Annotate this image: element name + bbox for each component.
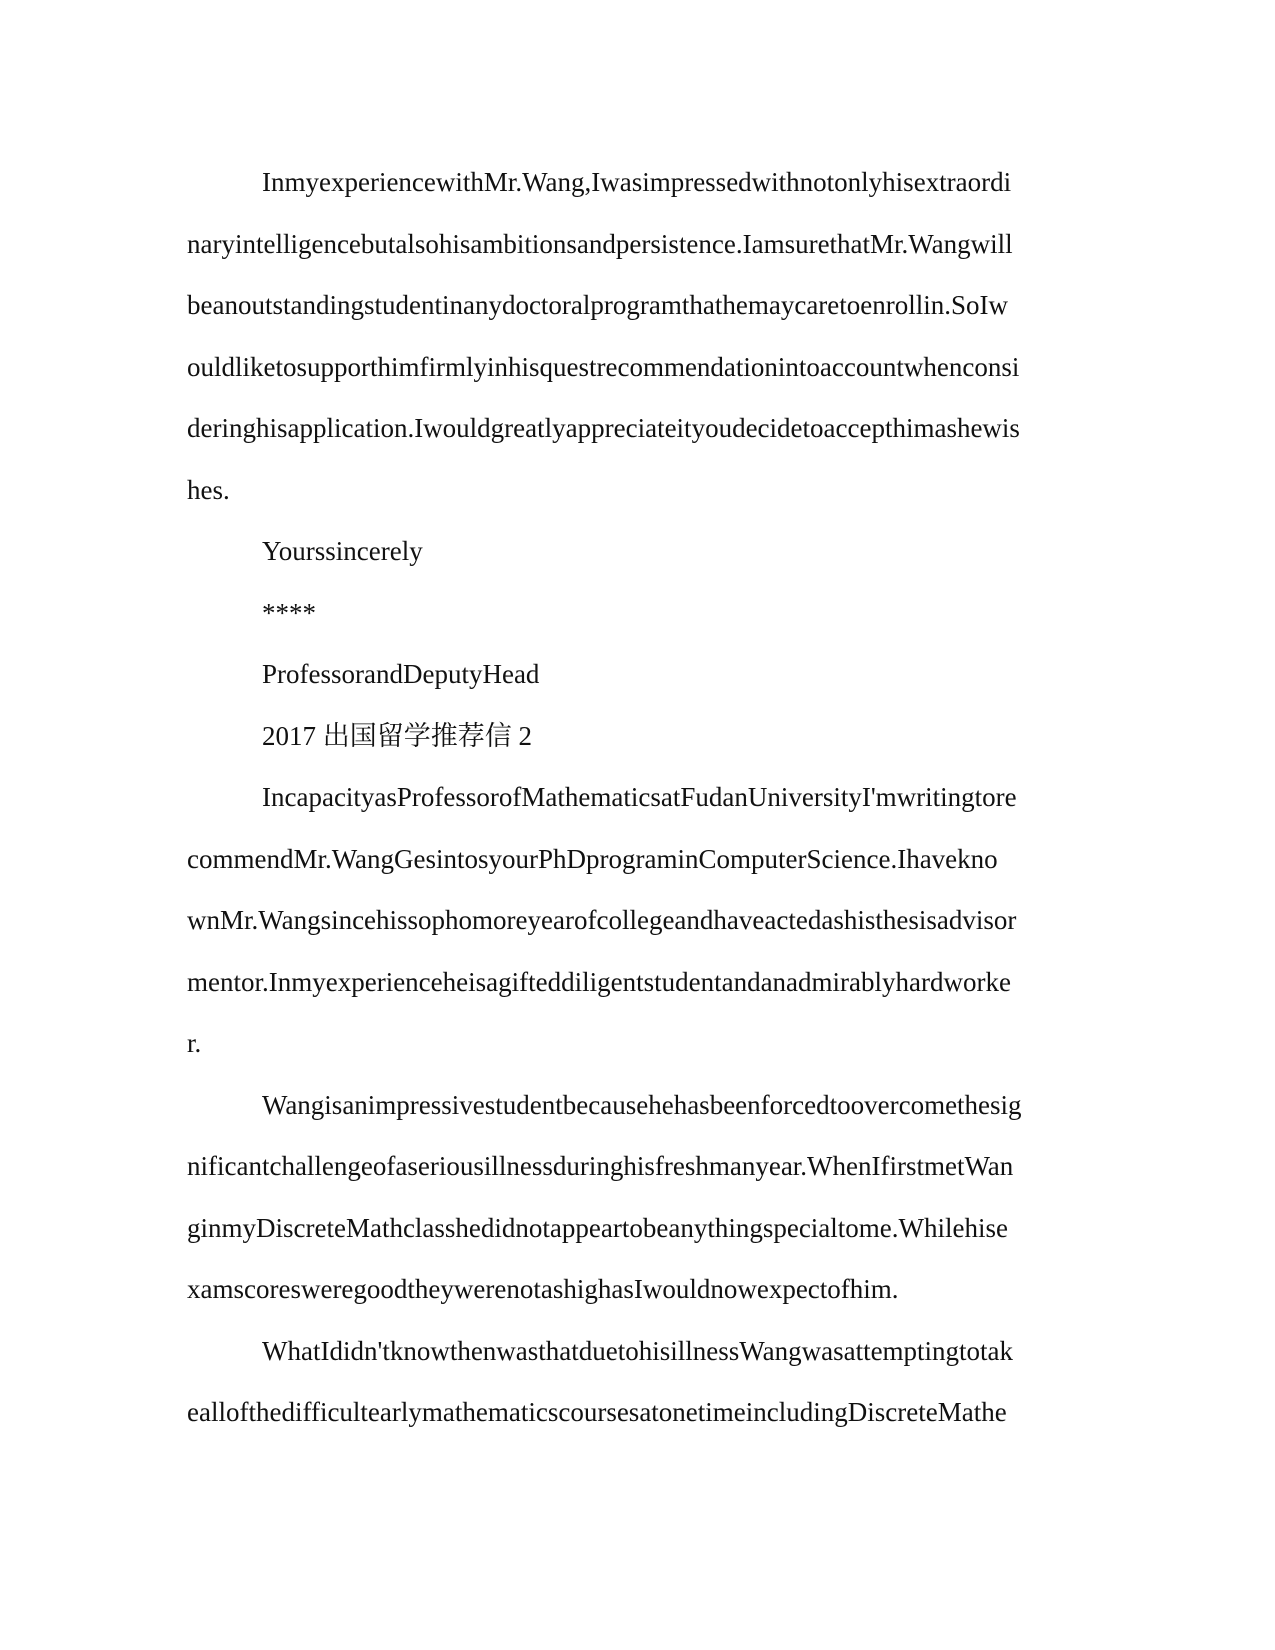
text-line: naryintelligencebutalsohisambitionsandpersistence.IamsurethatMr.Wangwill	[187, 228, 1013, 259]
text-line: wnMr.Wangsincehissophomoreyearofcollegeandhaveactedashisthesisadvisor	[187, 905, 1017, 935]
text-line: IncapacityasProfessorofMathematicsatFudanUniversityI'mwritingtore	[262, 782, 1017, 812]
text-line: commendMr.WangGesintosyourPhDprograminComputerScience.Ihavekno	[187, 843, 998, 874]
text-line: hes.	[187, 474, 230, 505]
text-line: xamscoresweregoodtheywerenotashighasIwouldnowexpectofhim.	[187, 1274, 899, 1304]
text-line: mentor.Inmyexperienceheisagifteddiligentstudentandanadmirablyhardworke	[187, 966, 1011, 997]
text-line: eallofthedifficultearlymathematicscoursesatonetimeincludingDiscreteMathe	[187, 1397, 1007, 1427]
text-line: nificantchallengeofaseriousillnessduringhisfreshmanyear.WhenIfirstmetWan	[187, 1151, 1014, 1181]
text-line: deringhisapplication.Iwouldgreatlyappreciateityoudecidetoaccepthimashewis	[187, 413, 1020, 443]
text-line: Wangisanimpressivestudentbecausehehasbeenforcedtoovercomethesig	[262, 1089, 1022, 1120]
letter-body	[187, 152, 1082, 1444]
text-line: ginmyDiscreteMathclasshedidnotappeartobeanythingspecialtome.Whilehise	[187, 1212, 1008, 1243]
text-line: r.	[187, 1028, 202, 1058]
signature-title: ProfessorandDeputyHead	[262, 659, 540, 689]
text-line: beanoutstandingstudentinanydoctoralprogramthathemaycaretoenrollin.SoIw	[187, 290, 1009, 320]
text-line: InmyexperiencewithMr.Wang,Iwasimpressedwithnotonlyhisextraordi	[262, 167, 1012, 197]
text-line: ouldliketosupporthimfirmlyinhisquestrecommendationintoaccountwhenconsi	[187, 351, 1020, 382]
text-line: WhatIdidn'tknowthenwasthatduetohisillnessWangwasattemptingtotak	[262, 1335, 1014, 1366]
closing-salutation: Yourssincerely	[262, 536, 423, 566]
section-heading: 2017 出国留学推荐信 2	[262, 720, 532, 751]
signature-name: ****	[262, 597, 316, 628]
